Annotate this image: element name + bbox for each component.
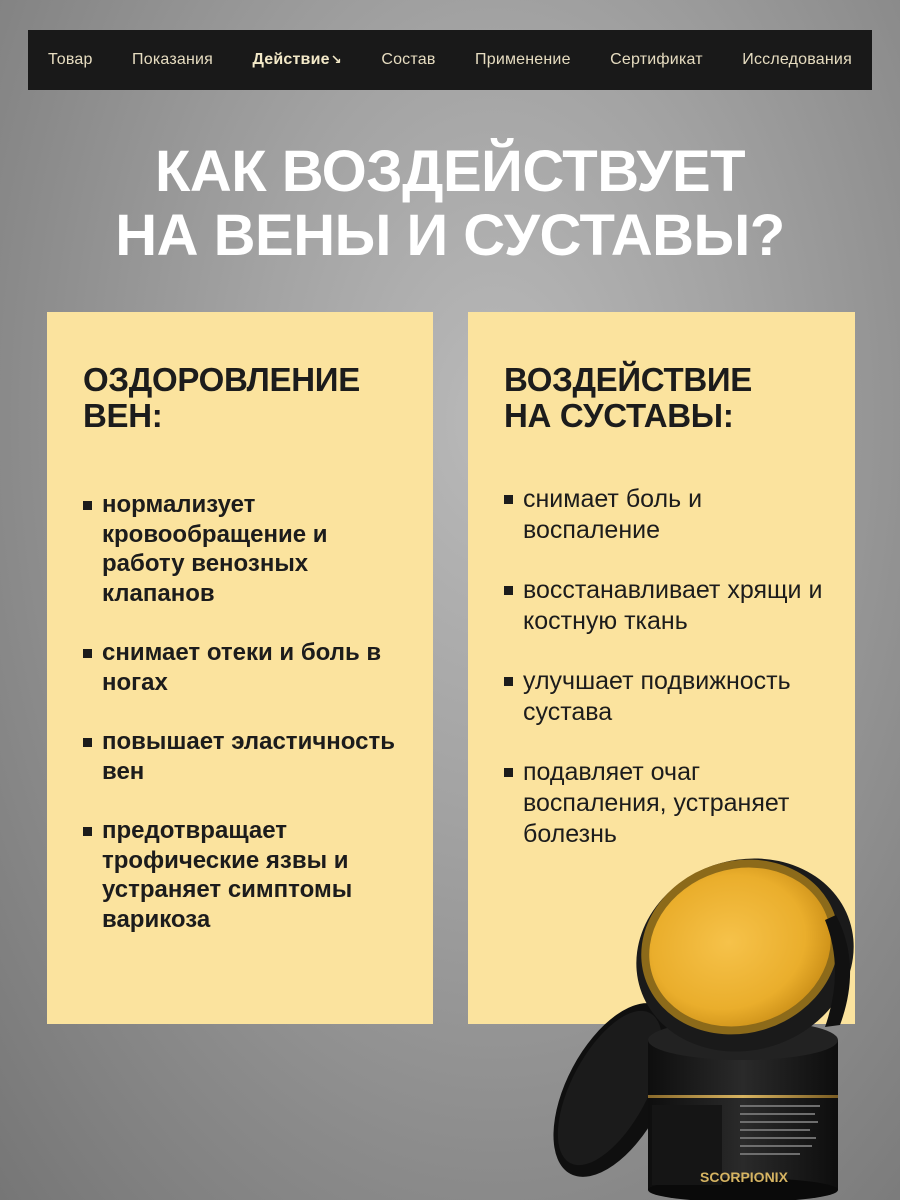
list-item	[83, 638, 403, 697]
bullet-square-icon	[504, 677, 513, 686]
top-navigation	[28, 30, 872, 90]
nav-item-pokazaniya[interactable]: Показания	[132, 51, 213, 68]
list-item	[504, 575, 825, 637]
list-item-text: нормализует кровообращение и работу венозных клапанов	[102, 491, 328, 607]
list-item-text: подавляет очаг воспаления, устраняет болезнь	[523, 758, 790, 848]
list-item-text: предотвращает трофические язвы и устраняет симптомы варикоза	[102, 817, 353, 933]
bullet-square-icon	[504, 586, 513, 595]
veins-heading-line2: ВЕН:	[83, 397, 163, 434]
nav-item-deystvie[interactable]	[253, 51, 342, 69]
page-title-line2: НА ВЕНЫ И СУСТАВЫ?	[115, 203, 785, 268]
bullet-square-icon	[504, 768, 513, 777]
nav-item-deystvie-label: Действие	[252, 51, 330, 68]
bullet-square-icon	[83, 827, 92, 836]
veins-card	[47, 312, 433, 1024]
list-item-text: восстанавливает хрящи и костную ткань	[523, 576, 823, 635]
nav-item-sostav[interactable]: Состав	[381, 51, 436, 68]
list-item	[83, 490, 403, 608]
joints-heading-line1: ВОЗДЕЙСТВИЕ	[504, 361, 753, 398]
veins-heading	[83, 362, 403, 434]
nav-item-primenenie[interactable]: Применение	[475, 51, 571, 68]
bullet-square-icon	[83, 738, 92, 747]
page-title	[0, 140, 900, 268]
bullet-square-icon	[504, 495, 513, 504]
arrow-down-right-icon: ↘	[330, 52, 342, 67]
page-title-line1: КАК ВОЗДЕЙСТВУЕТ	[154, 139, 746, 204]
joints-heading	[504, 362, 825, 434]
list-item	[504, 484, 825, 546]
product-jars-image	[540, 855, 870, 1200]
bullet-square-icon	[83, 501, 92, 510]
list-item-text: снимает отеки и боль в ногах	[102, 639, 382, 696]
veins-heading-line1: ОЗДОРОВЛЕНИЕ	[83, 361, 360, 398]
nav-item-issledovaniya[interactable]: Исследования	[742, 51, 852, 68]
product-brand-label: SCORPIONIX	[700, 1169, 788, 1185]
list-item-text: повышает эластичность вен	[102, 728, 395, 785]
bullet-square-icon	[83, 649, 92, 658]
list-item	[504, 666, 825, 728]
nav-item-sertifikat[interactable]: Сертификат	[610, 51, 703, 68]
list-item	[83, 816, 403, 934]
list-item	[83, 727, 403, 786]
list-item-text: снимает боль и воспаление	[523, 485, 703, 544]
list-item-text: улучшает подвижность сустава	[523, 667, 791, 726]
joints-heading-line2: НА СУСТАВЫ:	[504, 397, 734, 434]
nav-item-tovar[interactable]: Товар	[48, 51, 93, 68]
list-item	[504, 757, 825, 850]
